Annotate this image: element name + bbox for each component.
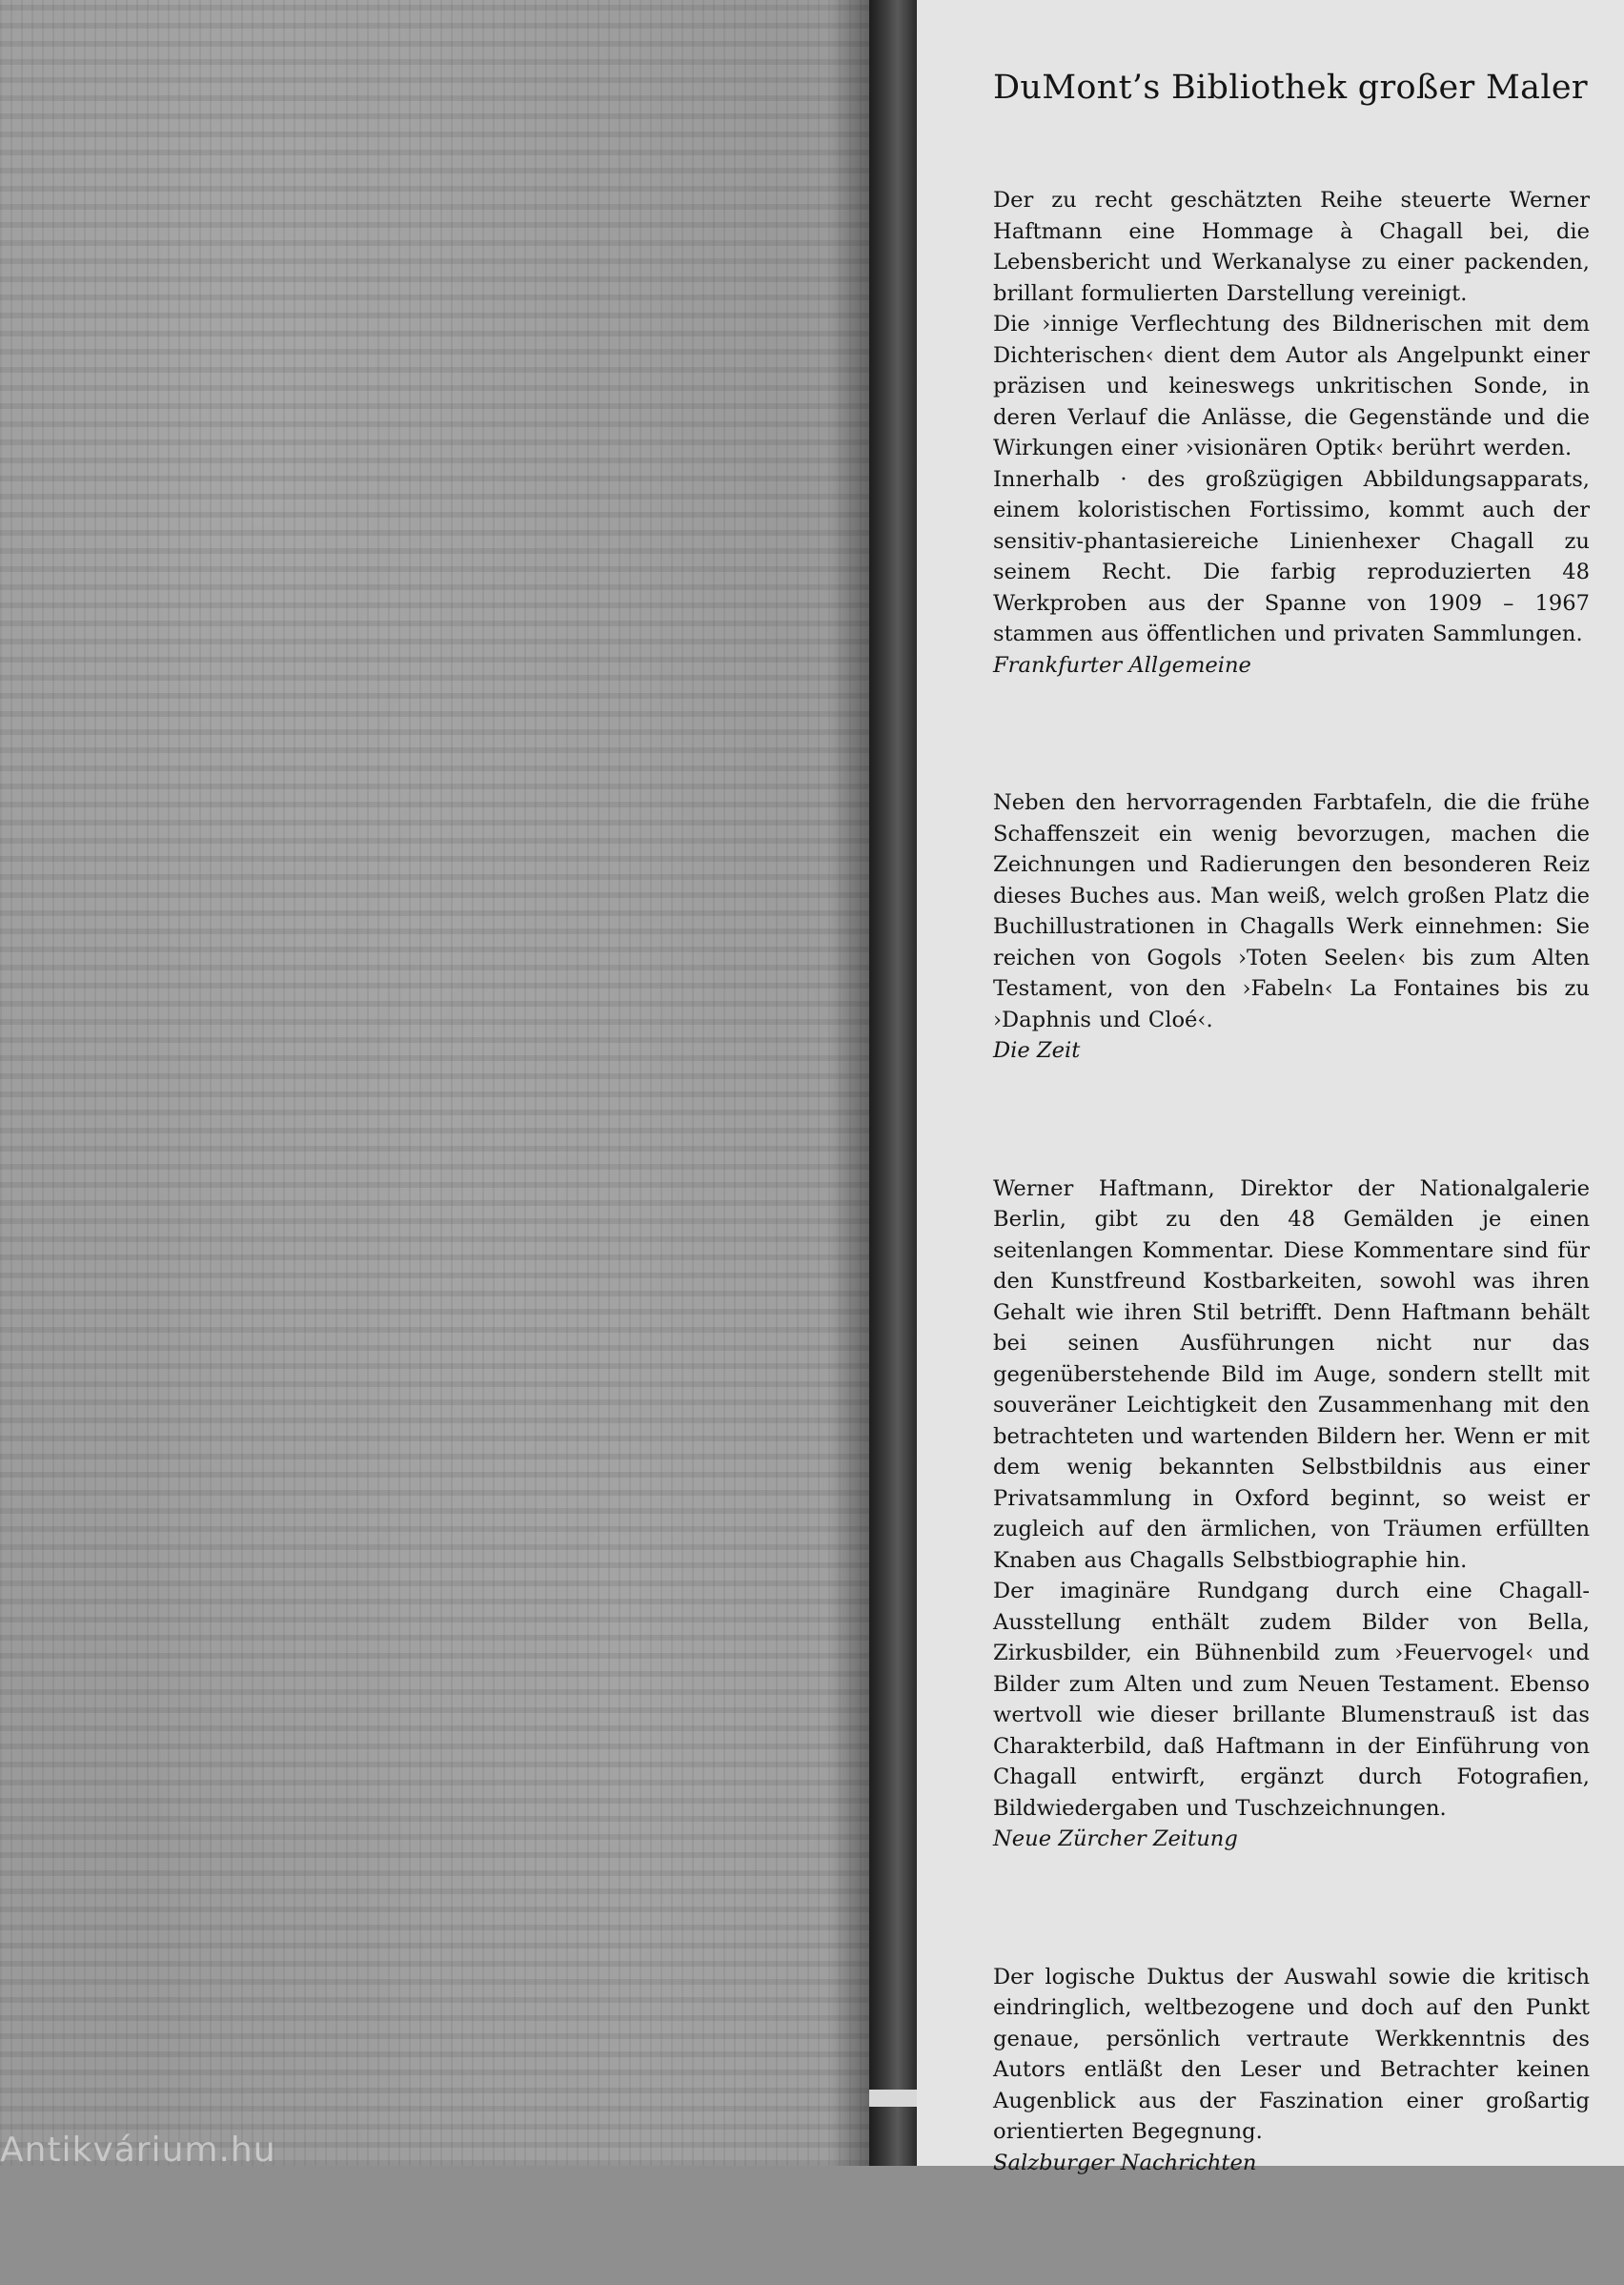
- review-paragraph: Der zu recht geschätzten Reihe steuerte Werner Haftmann eine Hommage à Chagall bei, die Lebensbericht und Werkanalyse zu einer packenden, brillant formulierten Darstellung vereinigt.: [993, 188, 1590, 306]
- book-spine: [869, 0, 917, 2166]
- dust-jacket-flap: [917, 0, 1624, 2175]
- review-paragraph: Neben den hervorragenden Farbtafeln, die die frühe Schaffenszeit ein wenig bevorzugen, machen die Zeichnungen und Radierungen den besonderen Reiz dieses Buches aus. Man weiß, welch großen Platz die Buchillustrationen in Chagalls Werk einnehmen: Sie reichen von Gogols ›Toten Seelen‹ bis zum Alten Testament, von den ›Fabeln‹ La Fontaines bis zu ›Daphnis und Cloé‹.: [993, 790, 1590, 1032]
- review-salzburger-nachrichten: [993, 1962, 1590, 2179]
- spine-band: [869, 2090, 917, 2107]
- review-paragraph: Der imaginäre Rundgang durch eine Chagall-Ausstellung enthält zudem Bilder von Bella, Zirkusbilder, ein Bühnenbild zum ›Feuervogel‹ und Bilder zum Alten und zum Neuen Testament. Ebenso wertvoll wie dieser brillante Blumenstrauß ist das Charakterbild, daß Haftmann in der Einführung von Chagall entwirft, ergänzt durch Fotografien, Bildwiedergaben und Tuschzeichnungen.: [993, 1579, 1590, 1821]
- review-die-zeit: [993, 787, 1590, 1067]
- review-source: Neue Zürcher Zeitung: [993, 1826, 1238, 1851]
- review-paragraph: Der logische Duktus der Auswahl sowie die kritisch eindringlich, weltbezogene und doch auf den Punkt genaue, persönlich vertraute Werkkenntnis des Autors entläßt den Leser und Betrachter keinen Augenblick aus der Faszination einer großartig orientierten Begegnung.: [993, 1964, 1590, 2144]
- watermark: Antikvárium.hu: [0, 2131, 276, 2170]
- review-source: Die Zeit: [993, 1038, 1081, 1063]
- flap-text-column: [993, 69, 1590, 2285]
- review-frankfurter-allgemeine: [993, 185, 1590, 681]
- review-paragraph: Werner Haftmann, Direktor der Nationalgalerie Berlin, gibt zu den 48 Gemälden je einen seitenlangen Kommentar. Diese Kommentare sind für den Kunstfreund Kostbarkeiten, sowohl was ihren Gehalt wie ihren Stil betrifft. Denn Haftmann behält bei seinen Ausführungen nicht nur das gegenüberstehende Bild im Auge, sondern stellt mit souveräner Leichtigkeit den Zusammenhang mit den betrachteten und wartenden Bildern her. Wenn er mit dem wenig bekannten Selbstbildnis aus einer Privatsammlung in Oxford beginnt, so weist er zugleich auf den ärmlichen, von Träumen erfüllten Knaben aus Chagalls Selbstbiographie hin.: [993, 1175, 1590, 1573]
- review-paragraph: Innerhalb · des großzügigen Abbildungsapparats, einem koloristischen Fortissimo, kommt auch der sensitiv-phantasiereiche Linienhexer Chagall zu seinem Recht. Die farbig reproduzierten 48 Werkproben aus der Spanne von 1909 – 1967 stammen aus öffentlichen und privaten Sammlungen.: [993, 466, 1590, 646]
- review-source: Frankfurter Allgemeine: [993, 652, 1251, 678]
- review-paragraph: Die ›innige Verflechtung des Bildnerischen mit dem Dichterischen‹ dient dem Autor als Angelpunkt einer präzisen und keineswegs unkritischen Sonde, in deren Verlauf die Anlässe, die Gegenstände und die Wirkungen einer ›visionären Optik‹ berührt werden.: [993, 312, 1590, 460]
- series-title: DuMont’s Bibliothek großer Maler: [993, 69, 1588, 107]
- review-neue-zuercher-zeitung: [993, 1173, 1590, 1855]
- review-source: Salzburger Nachrichten: [993, 2150, 1257, 2175]
- gutter-shadow: [829, 0, 869, 2166]
